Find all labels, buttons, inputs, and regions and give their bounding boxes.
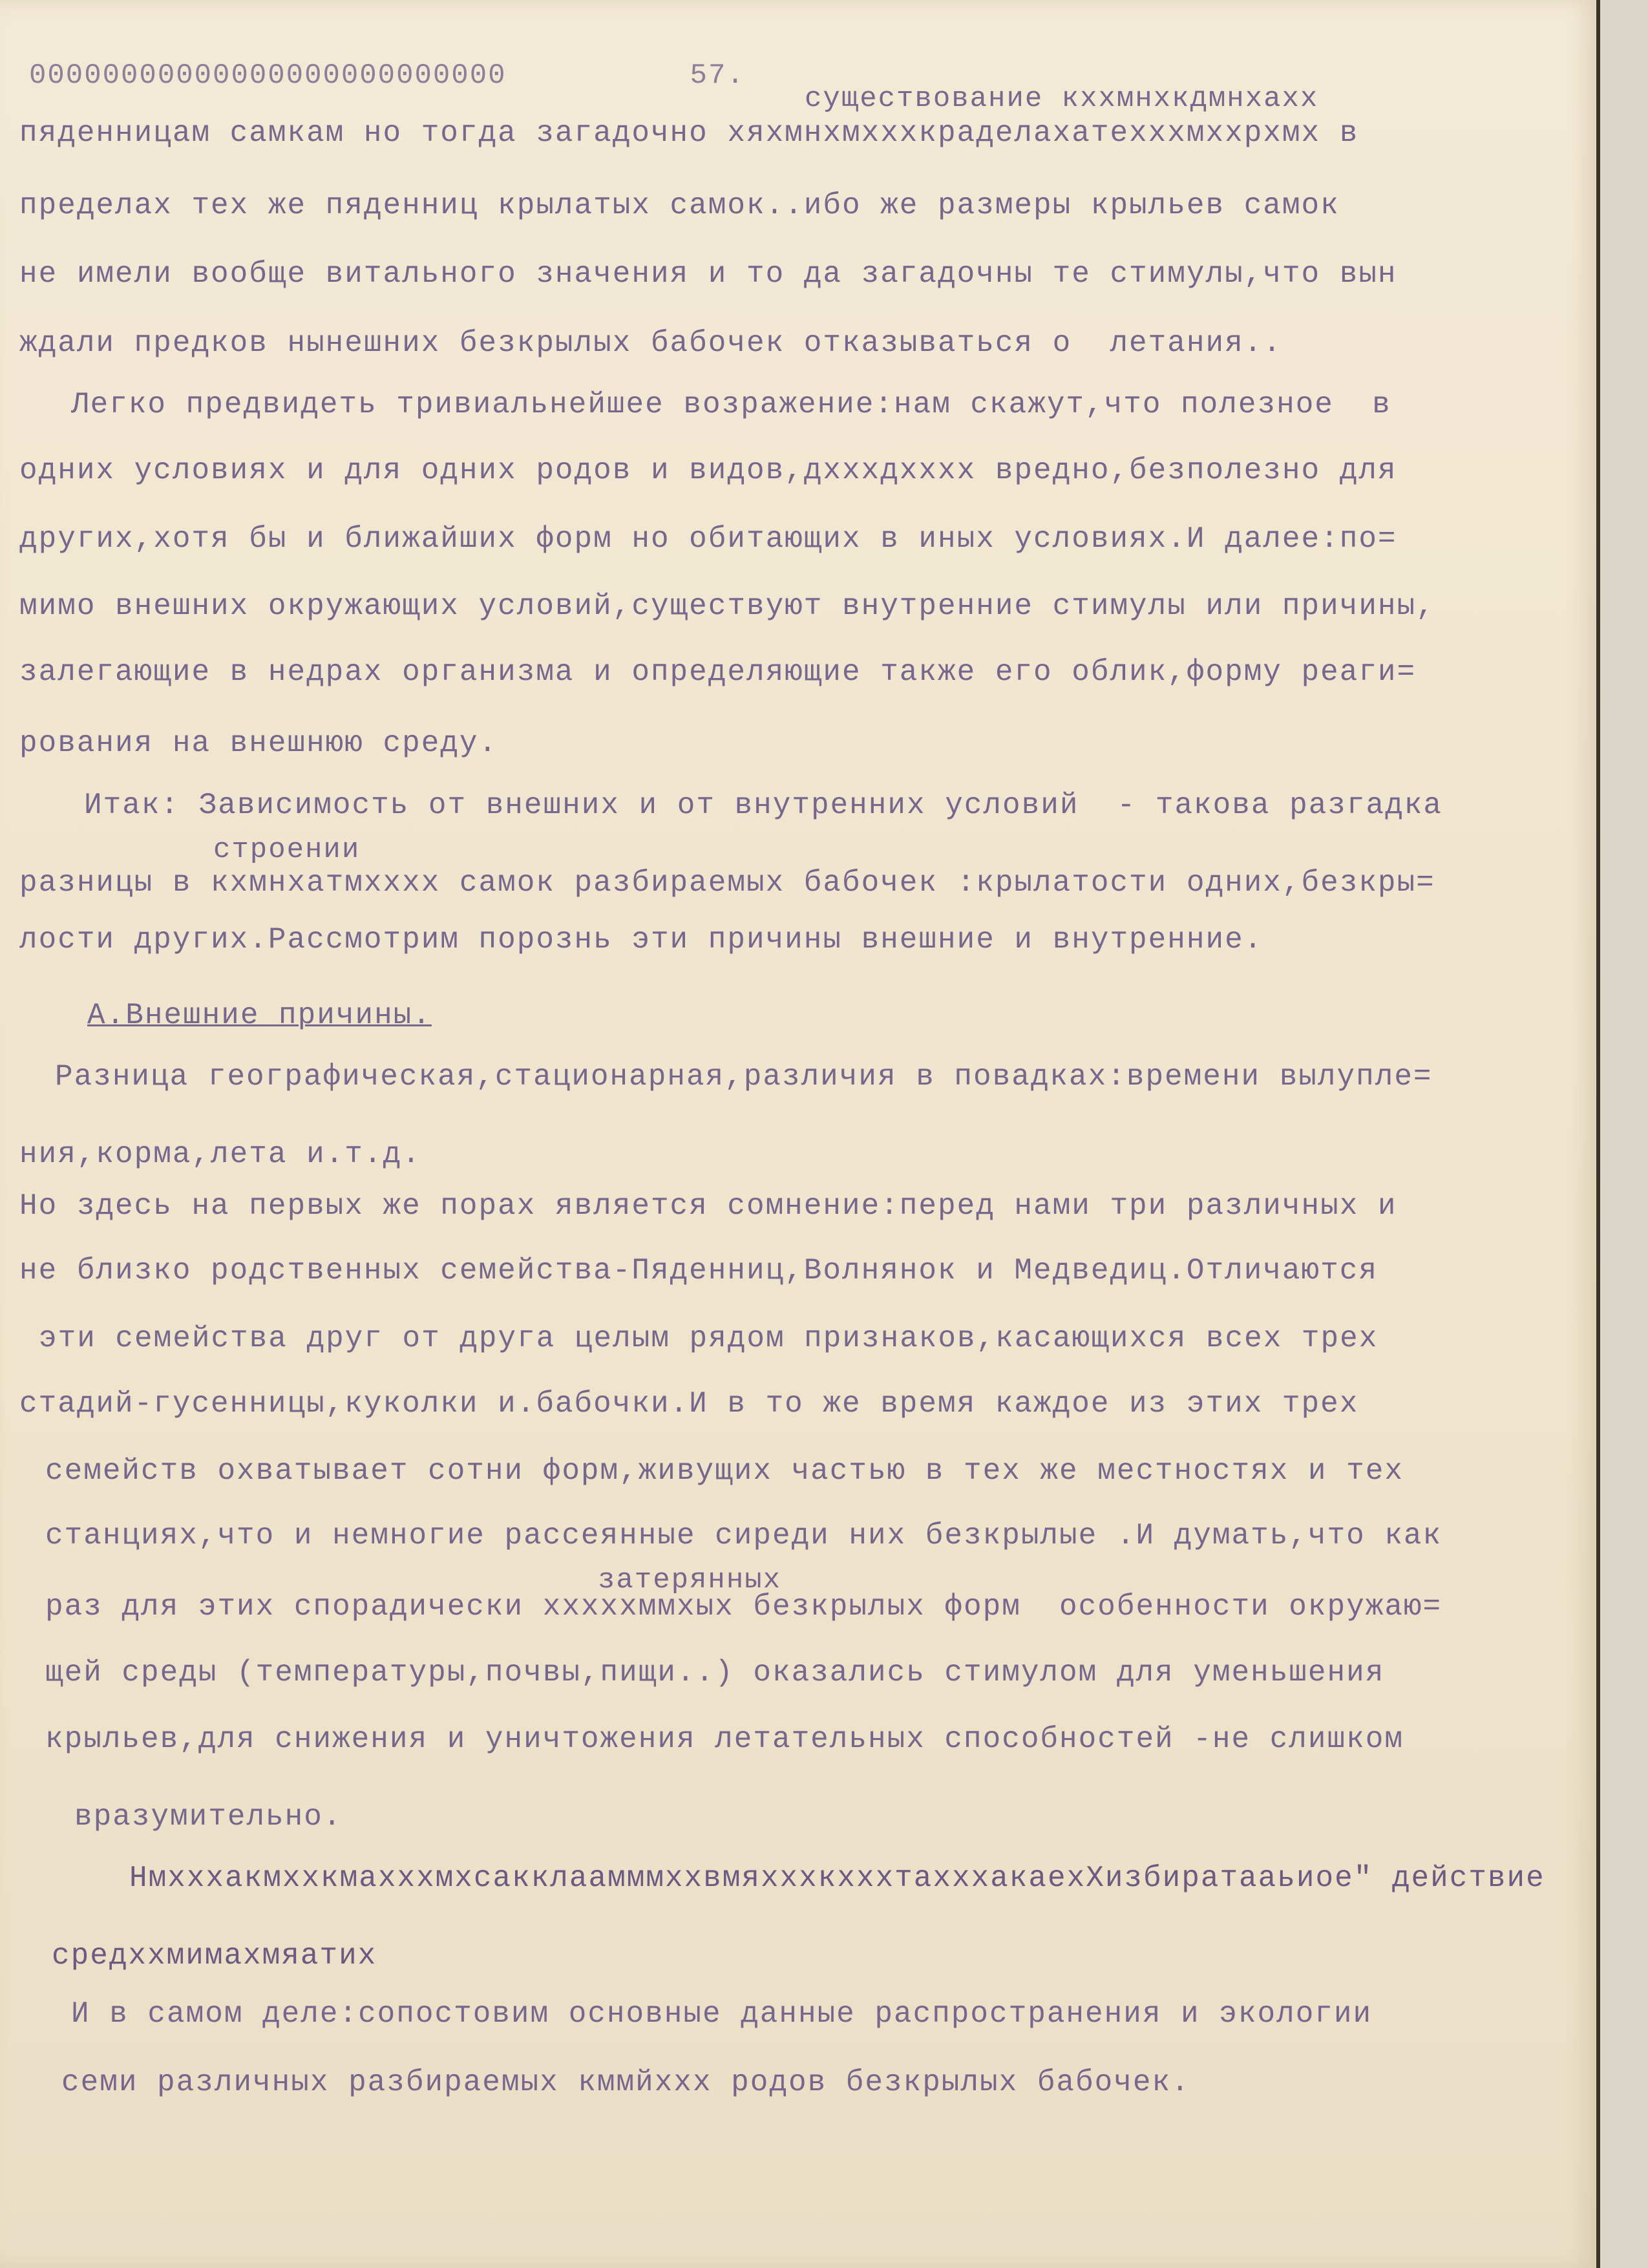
text-line: Но здесь на первых же порах является сомнение:перед нами три различных и [19,1189,1397,1223]
insertion-above-line: существование кххмнхкдмнхахх [805,83,1319,115]
text-line: семи различных разбираемых кммйххх родов безкрылых бабочек. [61,2066,1190,2099]
text-line: разницы в кхмнхатмхххх самок разбираемых бабочек :крылатости одних,безкры= [19,866,1435,900]
text-line: вразумительно. [74,1800,343,1834]
insertion-above-line: затерянных [598,1564,782,1596]
text-line: не близко родственных семейства-Пяденниц,Волнянок и Медведиц.Отличаются [19,1254,1378,1288]
text-line: семейств охватывает сотни форм,живущих частью в тех же местностях и тех [45,1454,1404,1488]
text-line: раз для этих спорадически хххххммхых безкрылых форм особенности окружаю= [45,1590,1442,1624]
page-number-line: 00000000000000000000000000 57. [29,59,745,92]
struck-out-line: средххмимахмяатих [52,1939,377,1973]
text-line: рования на внешнюю среду. [19,726,498,760]
text-line: станциях,что и немногие рассеянные сиреди них безкрылые .И думать,что как [45,1519,1442,1553]
text-line: И в самом деле:сопостовим основные данные распространения и экологии [71,1997,1373,2031]
struck-out-line: НмхххакмххкмахххмхсакклаамммххвмяхххкхххтахххакаехХизбиратааьиое" действие [129,1861,1545,1895]
text-line: Итак: Зависимость от внешних и от внутренних условий - такова разгадка [84,789,1442,822]
text-line: стадий-гусенницы,куколки и.бабочки.И в то же время каждое из этих трех [19,1387,1359,1421]
text-line: Разница географическая,стационарная,различия в повадках:времени вылупле= [55,1060,1433,1094]
text-line: лости других.Рассмотрим порознь эти причины внешние и внутренние. [19,923,1263,957]
page-edge-background [1596,0,1648,2268]
text-line: ния,корма,лета и.т.д. [19,1138,421,1171]
text-line: пяденницам самкам но тогда загадочно хяхмнхмхххкраделахатехххмххрхмх в [19,116,1359,150]
text-line: залегающие в недрах организма и определяющие также его облик,форму реаги= [19,655,1417,689]
text-line: не имели вообще витального значения и то да загадочны те стимулы,что вын [19,257,1397,291]
text-line: эти семейства друг от друга целым рядом признаков,касающихся всех трех [39,1322,1379,1355]
text-line: крыльев,для снижения и уничтожения летательных способностей -не слишком [45,1722,1404,1756]
text-line: ждали предков нынешних безкрылых бабочек отказываться о летания.. [19,326,1282,360]
text-line: мимо внешних окружающих условий,существуют внутренние стимулы или причины, [19,589,1435,623]
text-line: пределах тех же пяденниц крылатых самок..ибо же размеры крыльев самок [19,189,1340,222]
text-line: других,хотя бы и ближайших форм но обитающих в иных условиях.И далее:по= [19,522,1397,556]
text-line: Легко предвидеть тривиальнейшее возражение:нам скажут,что полезное в [71,388,1391,421]
text-line: щей среды (температуры,почвы,пищи..) оказались стимулом для уменьшения [45,1656,1385,1690]
text-line: одних условиях и для одних родов и видов,дхххдхххх вредно,безполезно для [19,454,1397,487]
insertion-above-line: строении [213,834,361,866]
section-heading: А.Внешние причины. [87,999,432,1032]
